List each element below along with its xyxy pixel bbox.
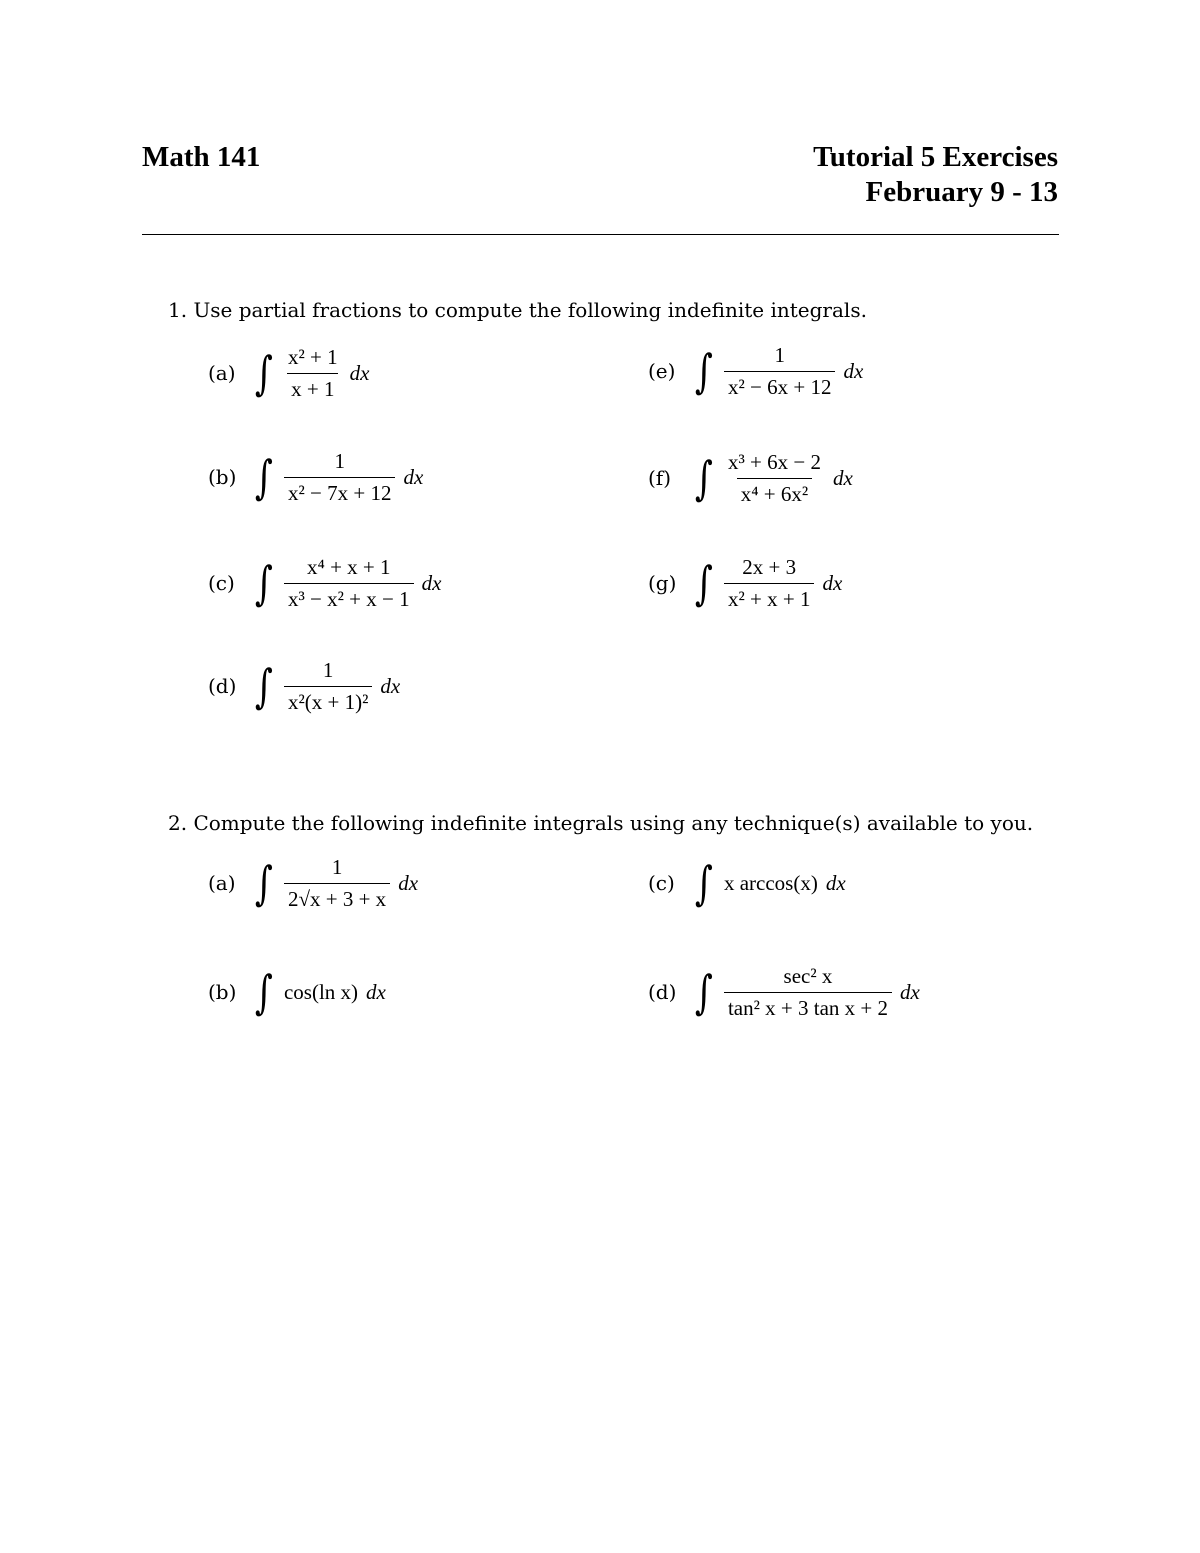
q1-item-g — [648, 543, 842, 623]
differential: dx — [366, 979, 386, 1004]
item-label: (c) — [208, 571, 235, 595]
integral-sign-icon: ∫ — [694, 556, 713, 610]
denominator: x² − 6x + 12 — [724, 371, 835, 400]
integrand: cos(ln x) — [283, 979, 359, 1004]
denominator: x³ − x² + x − 1 — [284, 583, 414, 612]
integral-sign-icon: ∫ — [254, 346, 273, 400]
integral-sign-icon: ∫ — [694, 965, 713, 1019]
fraction — [724, 343, 835, 400]
fraction — [284, 855, 390, 912]
item-label: (d) — [208, 674, 237, 698]
differential: dx — [403, 464, 424, 489]
differential: dx — [822, 570, 843, 595]
denominator: 2√x + 3 + x — [284, 883, 390, 912]
denominator: x²(x + 1)² — [284, 686, 372, 715]
differential: dx — [380, 673, 401, 698]
header-divider — [142, 234, 1059, 235]
item-label: (b) — [208, 980, 237, 1004]
differential: dx — [900, 979, 920, 1004]
differential: dx — [843, 358, 864, 383]
fraction — [284, 658, 372, 715]
fraction — [284, 345, 342, 402]
q1-item-e — [648, 331, 863, 411]
item-label: (b) — [208, 465, 237, 489]
integral-sign-icon: ∫ — [254, 856, 273, 910]
integral-sign-icon: ∫ — [694, 344, 713, 398]
q2-item-a — [208, 843, 418, 923]
header-right — [813, 140, 1058, 210]
q1-item-b — [208, 437, 423, 517]
numerator: 2x + 3 — [742, 554, 797, 579]
integral-sign-icon: ∫ — [254, 450, 273, 504]
numerator: x⁴ + x + 1 — [307, 554, 391, 579]
integral-sign-icon: ∫ — [694, 856, 713, 910]
item-label: (a) — [208, 871, 236, 895]
q1-item-f — [648, 438, 853, 518]
item-label: (e) — [648, 359, 676, 383]
denominator: x² − 7x + 12 — [284, 477, 395, 506]
fraction — [724, 555, 814, 612]
q1-item-c — [208, 543, 441, 623]
course-name: Math 141 — [142, 141, 261, 173]
denominator: tan² x + 3 tan x + 2 — [724, 992, 892, 1021]
denominator: x⁴ + 6x² — [737, 478, 812, 507]
q1-item-a — [208, 333, 369, 413]
tutorial-title: Tutorial 5 Exercises — [813, 141, 1058, 173]
fraction — [724, 450, 825, 507]
denominator: x + 1 — [287, 373, 338, 402]
integral-sign-icon: ∫ — [254, 556, 273, 610]
differential: dx — [825, 870, 846, 895]
fraction — [724, 964, 892, 1021]
fraction — [284, 449, 395, 506]
numerator: 1 — [774, 342, 785, 367]
item-label: (a) — [208, 361, 236, 385]
differential: dx — [832, 465, 853, 490]
question-2-text: 2. Compute the following indefinite integrals using any technique(s) available to you. — [168, 811, 1034, 835]
differential: dx — [349, 360, 370, 385]
numerator: sec² x — [783, 963, 833, 988]
question-1-text: 1. Use partial fractions to compute the following indefinite integrals. — [168, 298, 867, 322]
q1-item-d — [208, 646, 400, 726]
item-label: (c) — [648, 871, 675, 895]
denominator: x² + x + 1 — [724, 583, 814, 612]
q2-item-c — [648, 843, 846, 923]
tutorial-dates: February 9 - 13 — [865, 176, 1058, 208]
item-label: (f) — [648, 466, 672, 490]
item-label: (d) — [648, 980, 677, 1004]
numerator: 1 — [334, 448, 345, 473]
numerator: 1 — [331, 854, 343, 879]
differential: dx — [398, 870, 419, 895]
item-label: (g) — [648, 571, 677, 595]
numerator: x² + 1 — [287, 344, 338, 369]
fraction — [284, 555, 414, 612]
integral-sign-icon: ∫ — [254, 659, 273, 713]
q2-item-d — [648, 952, 920, 1032]
numerator: x³ + 6x − 2 — [727, 449, 821, 474]
integral-sign-icon: ∫ — [254, 965, 273, 1019]
q2-item-b — [208, 952, 386, 1032]
integrand: x arccos(x) — [723, 870, 818, 895]
differential: dx — [421, 570, 442, 595]
numerator: 1 — [322, 657, 334, 682]
integral-sign-icon: ∫ — [694, 451, 713, 505]
